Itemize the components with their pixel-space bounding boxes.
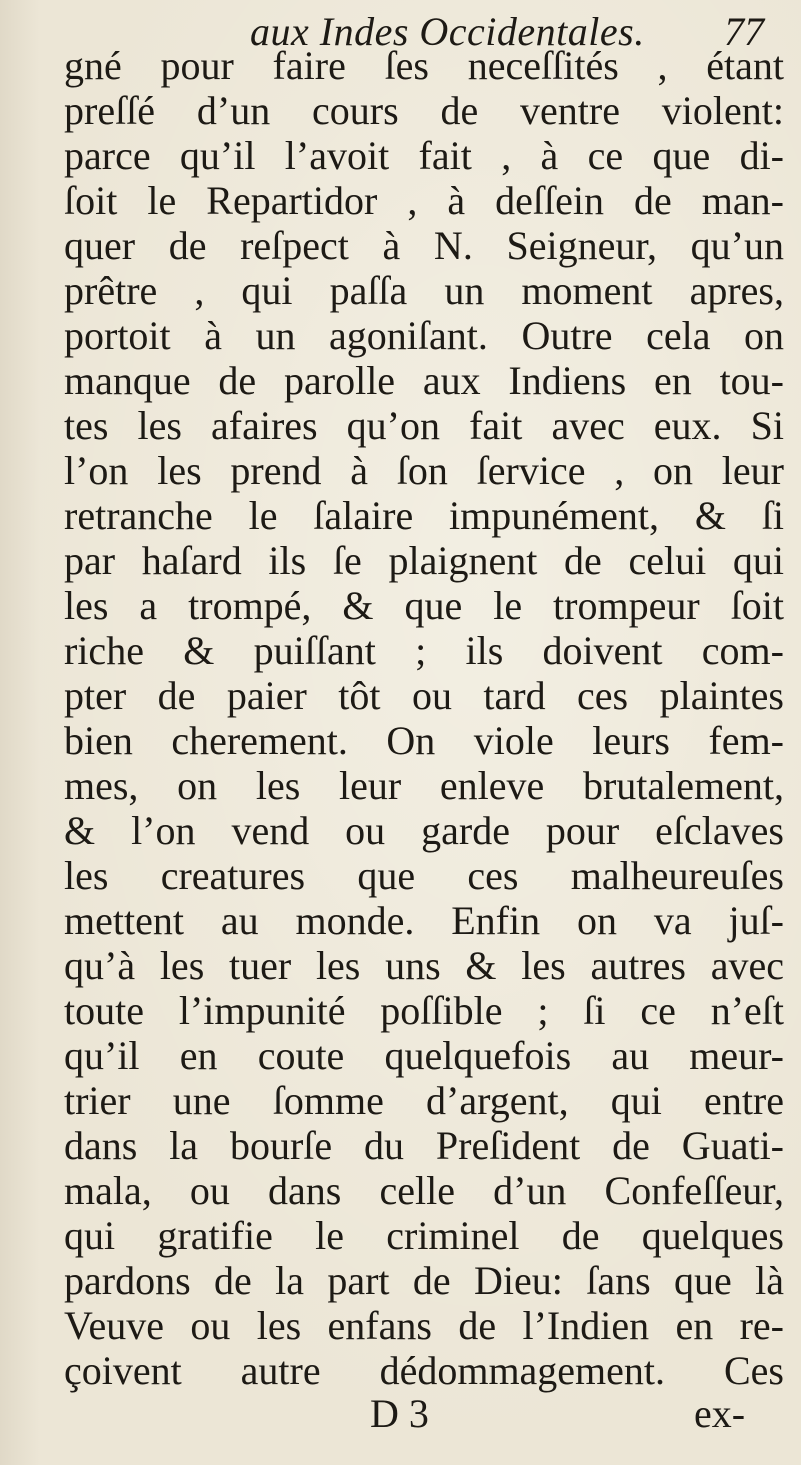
text-line: çoivent autre dédommagement. Ces — [64, 1348, 784, 1393]
text-line: ſoit le Repartidor , à deſſein de man- — [64, 178, 784, 223]
text-line: Veuve ou les enfans de l’Indien en re- — [64, 1303, 784, 1348]
text-line: pter de paier tôt ou tard ces plaintes — [64, 673, 784, 718]
text-line: retranche le ſalaire impunément, & ſi — [64, 493, 784, 538]
running-title: aux Indes Occidentales. — [250, 9, 645, 54]
text-line: portoit à un agoniſant. Outre cela on — [64, 313, 784, 358]
text-line: l’on les prend à ſon ſervice , on leur — [64, 448, 784, 493]
text-line: qu’il en coute quelquefois au meur- — [64, 1033, 784, 1078]
text-line: prêtre , qui paſſa un moment apres, — [64, 268, 784, 313]
text-line: les a trompé, & que le trompeur ſoit — [64, 583, 784, 628]
text-line: mettent au monde. Enfin on va juſ- — [64, 898, 784, 943]
text-line: preſſé d’un cours de ventre violent: — [64, 88, 784, 133]
text-line: par haſard ils ſe plaignent de celui qui — [64, 538, 784, 583]
text-line: toute l’impunité poſſible ; ſi ce n’eſt — [64, 988, 784, 1033]
text-line: riche & puiſſant ; ils doivent com- — [64, 628, 784, 673]
signature-mark: D 3 — [370, 1391, 429, 1436]
text-line: mes, on les leur enleve brutalement, — [64, 763, 784, 808]
text-line: quer de reſpect à N. Seigneur, qu’un — [64, 223, 784, 268]
text-line: dans la bourſe du Preſident de Guati- — [64, 1123, 784, 1168]
text-line: trier une ſomme d’argent, qui entre — [64, 1078, 784, 1123]
text-line: & l’on vend ou garde pour eſclaves — [64, 808, 784, 853]
text-line: les creatures que ces malheureuſes — [64, 853, 784, 898]
text-line: pardons de la part de Dieu: ſans que là — [64, 1258, 784, 1303]
text-line: bien cherement. On viole leurs fem- — [64, 718, 784, 763]
text-line: parce qu’il l’avoit fait , à ce que di- — [64, 133, 784, 178]
text-line: manque de parolle aux Indiens en tou- — [64, 358, 784, 403]
catchword: ex- — [694, 1391, 746, 1436]
text-line: tes les afaires qu’on fait avec eux. Si — [64, 403, 784, 448]
text-line: gné pour faire ſes neceſſités , étant — [64, 43, 784, 88]
text-line: mala, ou dans celle d’un Confeſſeur, — [64, 1168, 784, 1213]
text-line: qu’à les tuer les uns & les autres avec — [64, 943, 784, 988]
text-line: qui gratifie le criminel de quelques — [64, 1213, 784, 1258]
page-number: 77 — [724, 9, 764, 54]
page-footer — [0, 1390, 801, 1440]
